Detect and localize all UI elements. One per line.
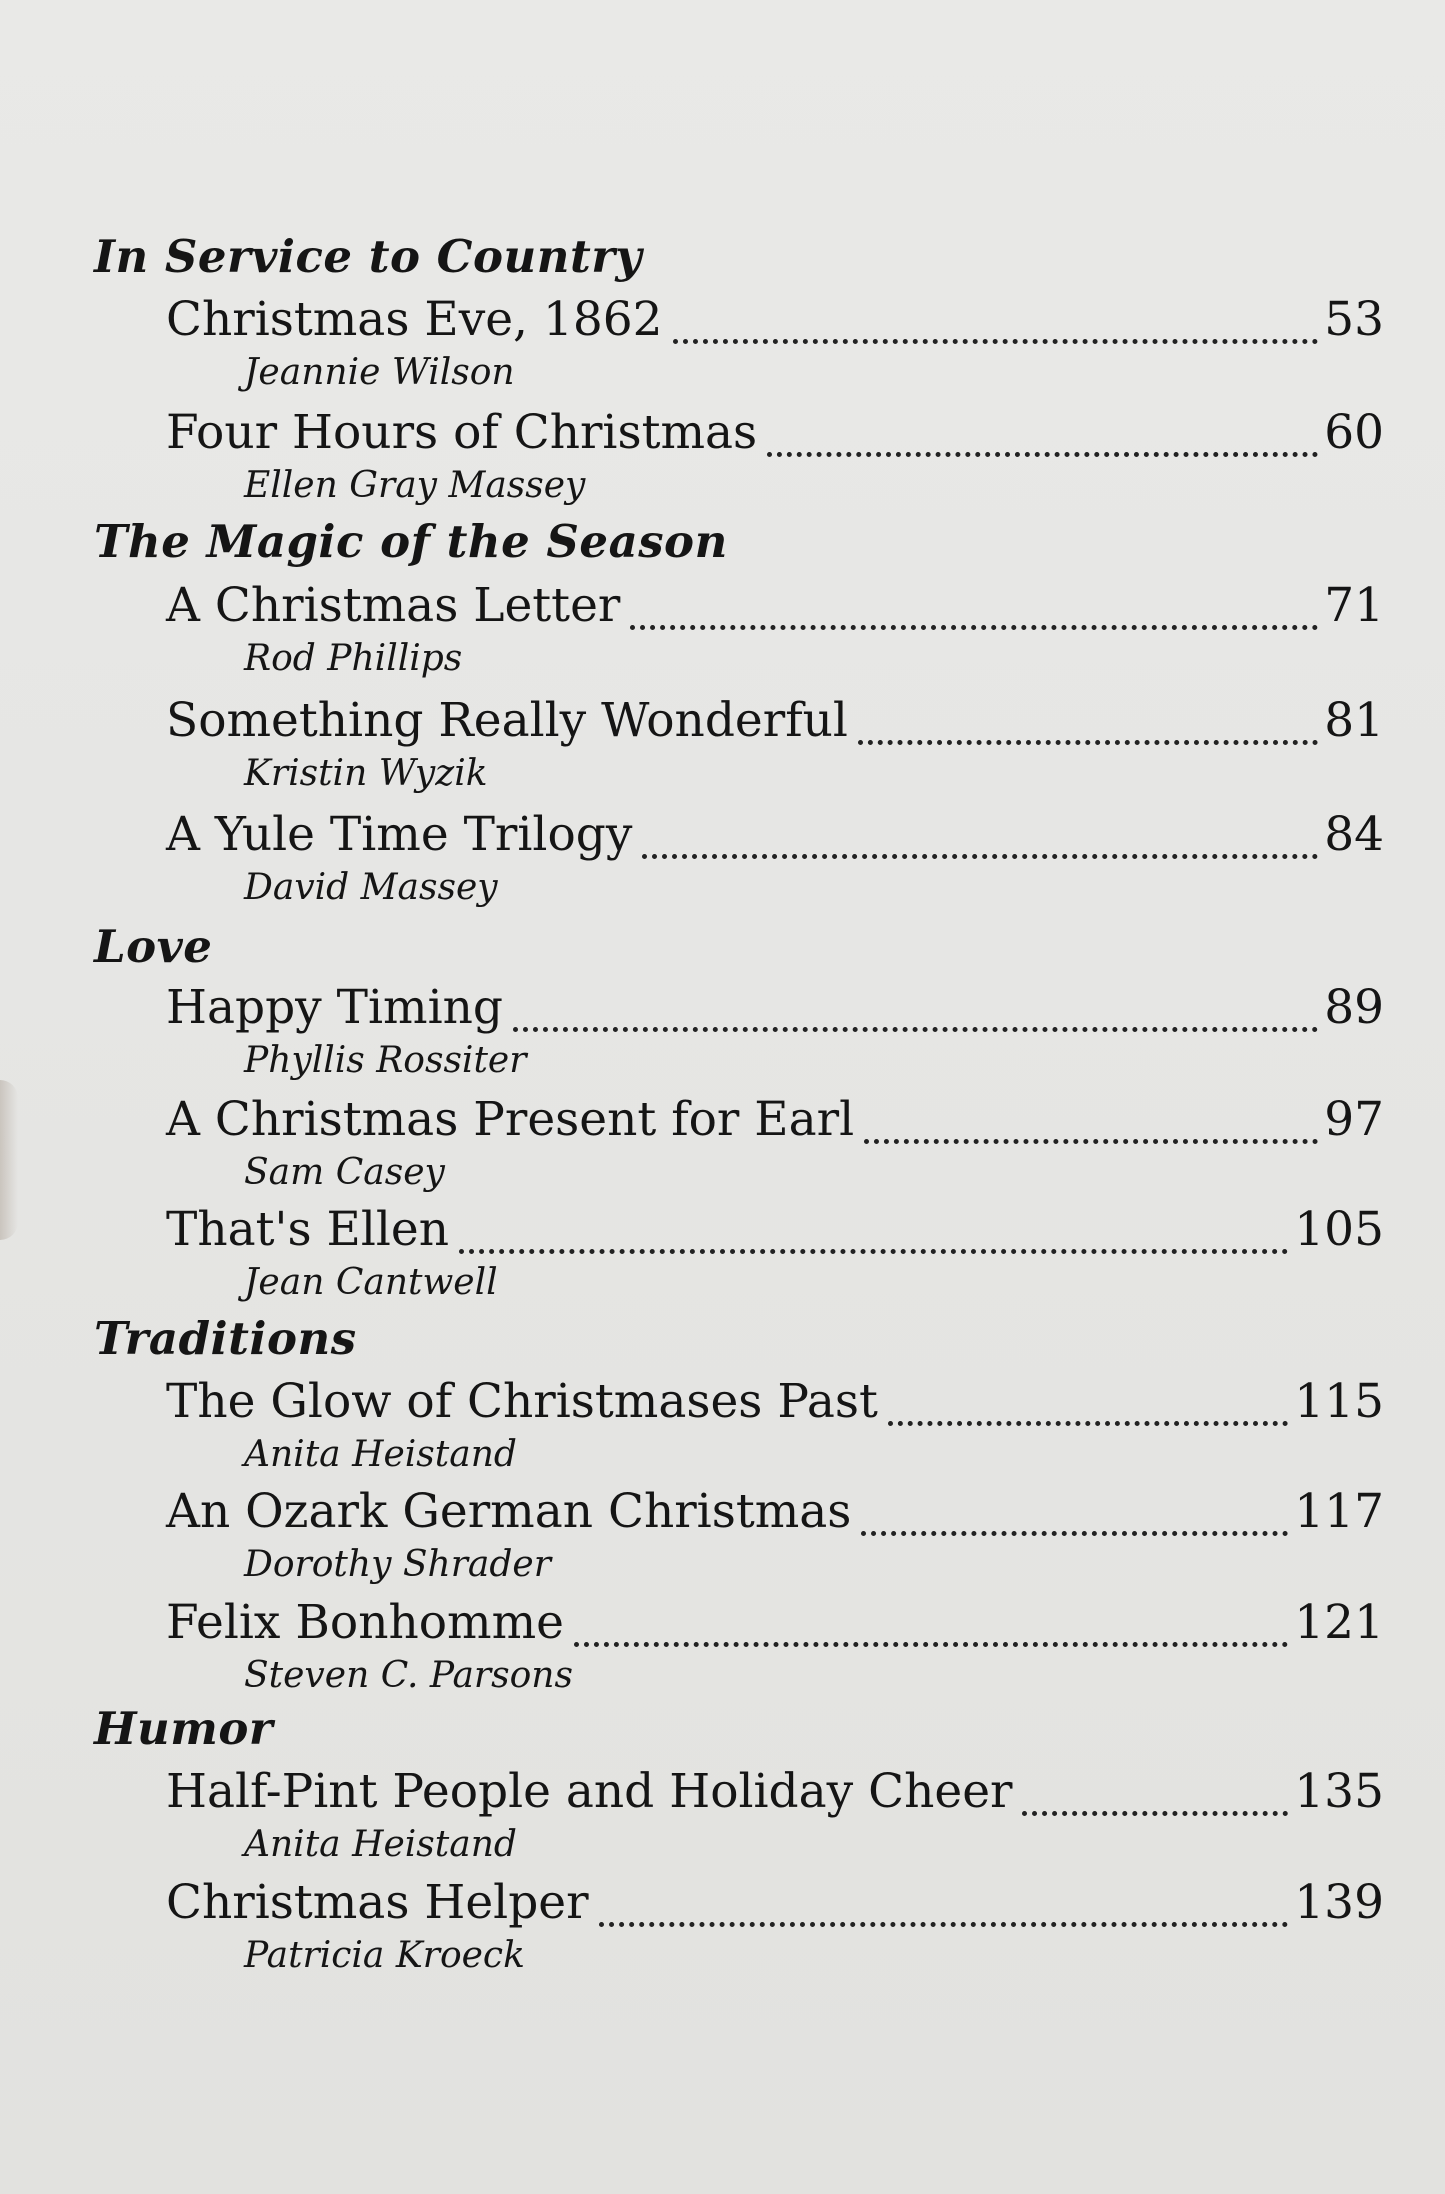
- entry-page-number: 81: [1324, 693, 1384, 748]
- entry-title: Christmas Eve, 1862: [166, 292, 663, 347]
- entry-author: David Massey: [244, 867, 498, 908]
- toc-entry: [166, 292, 1384, 352]
- entry-title: Felix Bonhomme: [166, 1595, 564, 1650]
- entry-author: Anita Heistand: [244, 1434, 517, 1475]
- entry-author: Sam Casey: [244, 1152, 445, 1193]
- entry-page-number: 84: [1324, 807, 1384, 862]
- entry-author: Steven C. Parsons: [244, 1655, 573, 1696]
- section-heading: Love: [94, 920, 213, 973]
- toc-entry: [166, 1202, 1384, 1262]
- dot-leader: [574, 1642, 1288, 1647]
- entry-title: A Yule Time Trilogy: [166, 807, 633, 862]
- entry-author: Rod Phillips: [244, 638, 463, 679]
- dot-leader: [630, 625, 1318, 630]
- entry-author: Anita Heistand: [244, 1824, 517, 1865]
- section-heading: Humor: [94, 1702, 274, 1755]
- entry-author: Patricia Kroeck: [244, 1935, 525, 1976]
- toc-entry: [166, 980, 1384, 1040]
- dot-leader: [513, 1027, 1318, 1032]
- toc-entry: [166, 578, 1384, 638]
- dot-leader: [864, 1139, 1318, 1144]
- entry-title: The Glow of Christmases Past: [166, 1374, 878, 1429]
- entry-title: A Christmas Present for Earl: [166, 1092, 855, 1147]
- toc-entry: [166, 1484, 1384, 1544]
- entry-title: A Christmas Letter: [166, 578, 621, 633]
- dot-leader: [767, 452, 1318, 457]
- entry-title: An Ozark German Christmas: [166, 1484, 852, 1539]
- entry-page-number: 53: [1324, 292, 1384, 347]
- entry-author: Dorothy Shrader: [244, 1544, 551, 1585]
- dot-leader: [599, 1922, 1289, 1927]
- toc-entry: [166, 1764, 1384, 1824]
- dot-leader: [861, 1531, 1288, 1536]
- entry-page-number: 105: [1294, 1202, 1384, 1257]
- entry-page-number: 121: [1294, 1595, 1384, 1650]
- section-heading: Traditions: [94, 1312, 357, 1365]
- section-heading: In Service to Country: [94, 230, 643, 283]
- entry-page-number: 135: [1294, 1764, 1384, 1819]
- toc-entry: [166, 1092, 1384, 1152]
- entry-page-number: 117: [1294, 1484, 1384, 1539]
- entry-author: Ellen Gray Massey: [244, 465, 586, 506]
- toc-entry: [166, 1595, 1384, 1655]
- entry-title: Happy Timing: [166, 980, 504, 1035]
- dot-leader: [858, 740, 1318, 745]
- dot-leader: [459, 1249, 1288, 1254]
- entry-title: Christmas Helper: [166, 1875, 589, 1930]
- entry-title: That's Ellen: [166, 1202, 449, 1257]
- entry-page-number: 115: [1294, 1374, 1384, 1429]
- dot-leader: [673, 339, 1319, 344]
- entry-title: Something Really Wonderful: [166, 693, 848, 748]
- entry-page-number: 139: [1294, 1875, 1384, 1930]
- entry-author: Kristin Wyzik: [244, 753, 488, 794]
- toc-entry: [166, 807, 1384, 867]
- dot-leader: [642, 854, 1318, 859]
- entry-page-number: 60: [1324, 405, 1384, 460]
- dot-leader: [1022, 1811, 1288, 1816]
- entry-page-number: 89: [1324, 980, 1384, 1035]
- entry-author: Jeannie Wilson: [244, 352, 515, 393]
- toc-entry: [166, 1875, 1384, 1935]
- dot-leader: [888, 1421, 1288, 1426]
- toc-entry: [166, 405, 1384, 465]
- entry-page-number: 71: [1324, 578, 1384, 633]
- entry-author: Jean Cantwell: [244, 1262, 498, 1303]
- section-heading: The Magic of the Season: [94, 515, 728, 568]
- entry-author: Phyllis Rossiter: [244, 1040, 527, 1081]
- toc-entry: [166, 1374, 1384, 1434]
- entry-title: Four Hours of Christmas: [166, 405, 758, 460]
- toc-entry: [166, 693, 1384, 753]
- entry-page-number: 97: [1324, 1092, 1384, 1147]
- entry-title: Half-Pint People and Holiday Cheer: [166, 1764, 1013, 1819]
